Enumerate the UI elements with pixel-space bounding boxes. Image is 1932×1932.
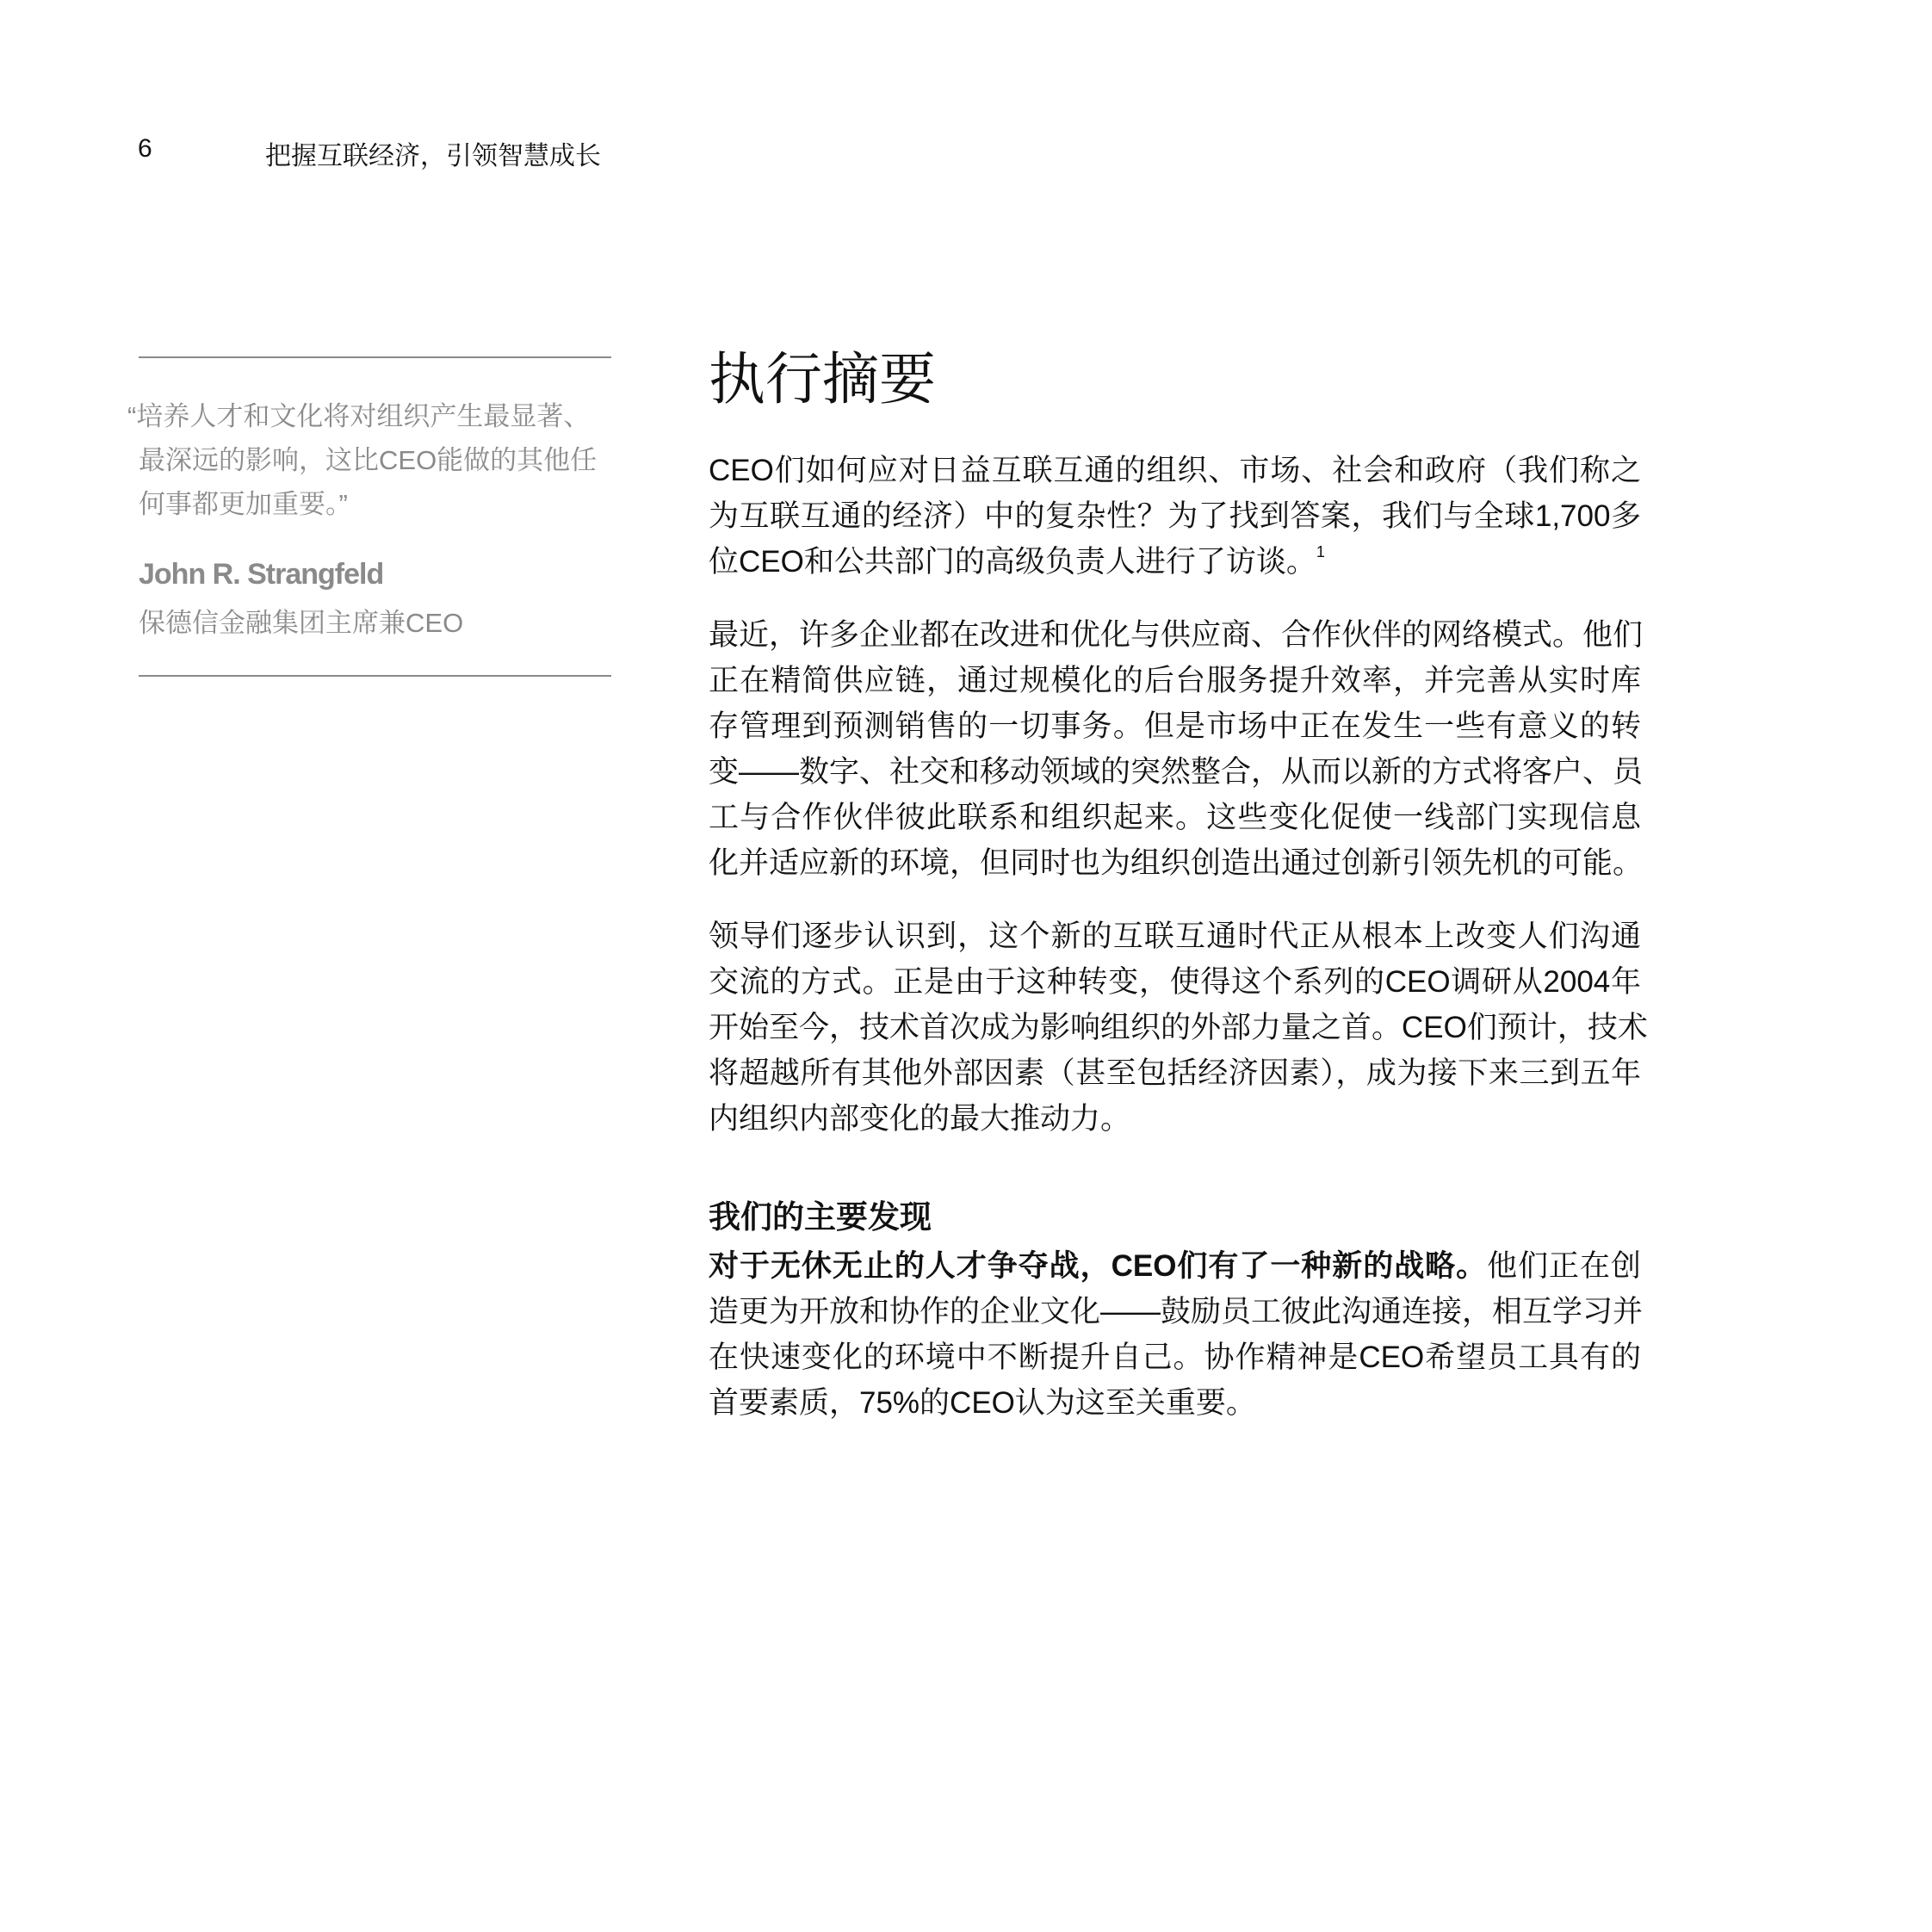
sidebar-top-rule	[139, 356, 611, 358]
paragraph-networks	[709, 612, 1644, 886]
sidebar-bottom-rule	[139, 675, 611, 677]
text-line-content: 位CEO和公共部门的高级负责人进行了访谈。	[709, 545, 1316, 579]
text-line	[709, 539, 1641, 585]
text-line: 正在精简供应链，通过规模化的后台服务提升效率，并完善从实时库	[709, 664, 1641, 697]
paragraph-technology	[709, 913, 1648, 1142]
text-line: 内组织内部变化的最大推动力。	[709, 1102, 1131, 1136]
page-number: 6	[138, 134, 152, 163]
paragraph-intro	[709, 448, 1641, 585]
text-line: 造更为开放和协作的企业文化——鼓励员工彼此沟通连接，相互学习并	[709, 1295, 1644, 1328]
running-title: 把握互联经济，引领智慧成长	[265, 142, 601, 170]
main-content	[709, 344, 1648, 1453]
pull-quote	[127, 394, 627, 526]
footnote-marker[interactable]: 1	[1316, 543, 1325, 560]
text-line: 存管理到预测销售的一切事务。但是市场中正在发生一些有意义的转	[709, 709, 1641, 743]
text-line: 首要素质，75%的CEO认为这至关重要。	[709, 1386, 1256, 1420]
text-line: 为互联互通的经济）中的复杂性？为了找到答案，我们与全球1,700多	[709, 499, 1641, 533]
quote-line: 何事都更加重要。”	[139, 489, 348, 519]
text-line: 在快速变化的环境中不断提升自己。协作精神是CEO希望员工具有的	[709, 1341, 1641, 1374]
text-line: 变——数字、社交和移动领域的突然整合，从而以新的方式将客户、员	[709, 755, 1644, 789]
text-line: 化并适应新的环境，但同时也为组织创造出通过创新引领先机的可能。	[709, 846, 1644, 880]
text-line: 工与合作伙伴彼此联系和组织起来。这些变化促使一线部门实现信息	[709, 801, 1641, 834]
text-line: 将超越所有其他外部因素（甚至包括经济因素），成为接下来三到五年	[709, 1056, 1641, 1090]
quote-author: John R. Strangfeld	[139, 558, 384, 591]
text-line: 最近，许多企业都在改进和优化与供应商、合作伙伴的网络模式。他们	[709, 618, 1644, 652]
quote-line: “培养人才和文化将对组织产生最显著、	[127, 401, 591, 431]
lead-bold: 对于无休无止的人才争夺战，CEO们有了一种新的战略。	[709, 1249, 1488, 1283]
lead-rest: 他们正在创	[1487, 1249, 1641, 1283]
text-line	[709, 1243, 1641, 1289]
text-line: 领导们逐步认识到，这个新的互联互通时代正从根本上改变人们沟通	[709, 920, 1641, 953]
quote-author-title: 保德信金融集团主席兼CEO	[139, 608, 464, 638]
page-title: 执行摘要	[709, 347, 936, 411]
section-heading-findings: 我们的主要发现	[709, 1199, 932, 1235]
quote-line: 最深远的影响，这比CEO能做的其他任	[139, 445, 598, 475]
paragraph-findings	[709, 1243, 1644, 1426]
text-line: 开始至今，技术首次成为影响组织的外部力量之首。CEO们预计，技术	[709, 1011, 1648, 1044]
text-line: 交流的方式。正是由于这种转变，使得这个系列的CEO调研从2004年	[709, 965, 1641, 999]
text-line: CEO们如何应对日益互联互通的组织、市场、社会和政府（我们称之	[709, 454, 1641, 487]
